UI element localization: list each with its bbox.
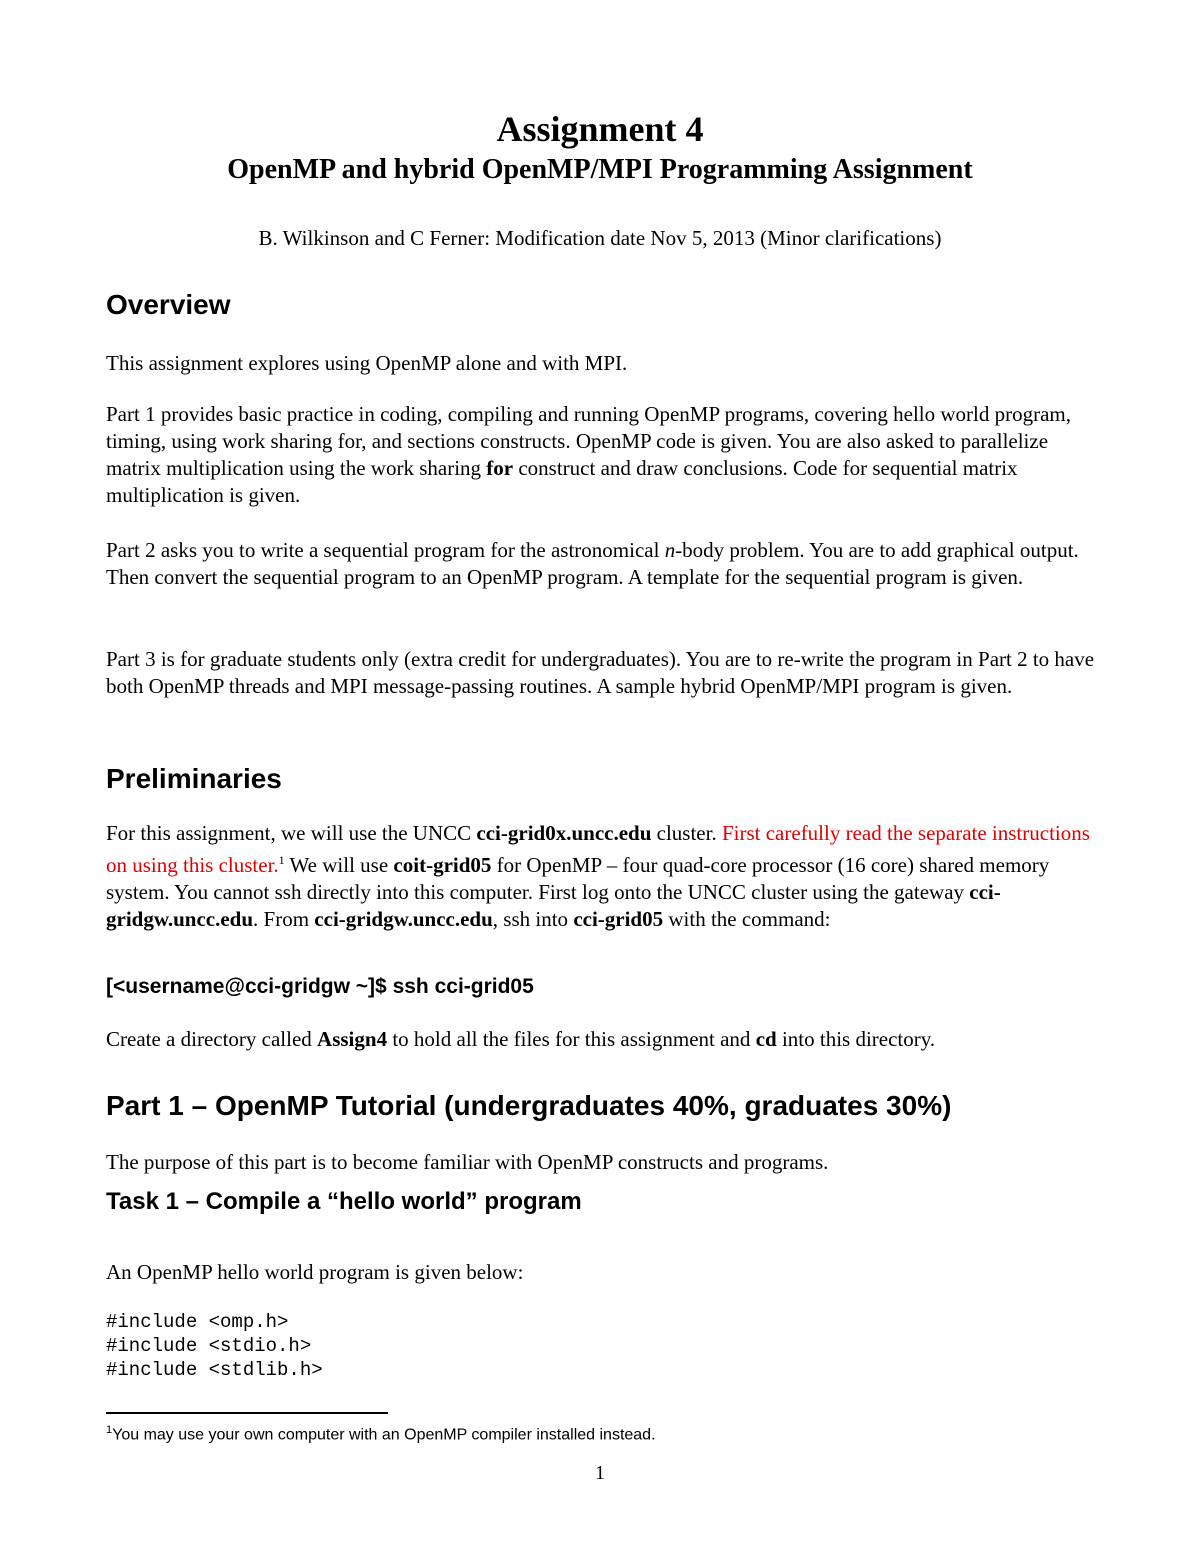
- overview-part1: Part 1 provides basic practice in coding, compiling and running OpenMP programs, covering hello world program, timing, using work sharing for, and sections constructs. OpenMP code is given. You are also asked to parallelize matrix multiplication using the work sharing for construct and draw conclusions. Code for sequential matrix multiplication is given.: [106, 402, 1072, 507]
- part1-heading: Part 1 – OpenMP Tutorial (undergraduates 40%, graduates 30%): [106, 1090, 952, 1121]
- overview-heading: Overview: [106, 289, 231, 320]
- overview-intro: This assignment explores using OpenMP alone and with MPI.: [106, 351, 628, 375]
- page-number: 1: [595, 1462, 605, 1484]
- code-line: #include <stdlib.h>: [106, 1359, 323, 1381]
- code-line: #include <stdio.h>: [106, 1335, 312, 1357]
- task1-intro: An OpenMP hello world program is given below:: [106, 1260, 524, 1284]
- preliminaries-paragraph: For this assignment, we will use the UNCC cci-grid0x.uncc.edu cluster. First carefully read the separate instructions on using this cluster.$^1$ We will use coit-grid05 for OpenMP – four quad-core processor (16 core) shared memory system. You cannot ssh directly into this computer. First log onto the UNCC cluster using the gateway cci-gridgw.uncc.edu. From cci-gridgw.uncc.edu, ssh into cci-grid05 with the command:: [106, 821, 1090, 931]
- overview-part2: Part 2 asks you to write a sequential program for the astronomical n-body problem. You are to add graphical output. Then convert the sequential program to an OpenMP program. A template for the sequential program is given.: [106, 538, 1079, 589]
- footnote-reference: 1: [278, 853, 285, 867]
- part1-purpose: The purpose of this part is to become familiar with OpenMP constructs and programs.: [106, 1150, 829, 1174]
- footnote: [106, 1424, 656, 1444]
- document-title: Assignment 4: [496, 109, 704, 149]
- document-subtitle: OpenMP and hybrid OpenMP/MPI Programming Assignment: [227, 154, 973, 185]
- preliminaries-heading: Preliminaries: [106, 763, 282, 794]
- footnote-divider: [106, 1412, 388, 1414]
- byline: B. Wilkinson and C Ferner: Modification date Nov 5, 2013 (Minor clarifications): [258, 226, 942, 250]
- task1-heading: Task 1 – Compile a “hello world” program: [106, 1188, 582, 1215]
- code-line: #include <omp.h>: [106, 1311, 289, 1333]
- cluster-instructions-link[interactable]: First carefully read the separate instructions on using this cluster.: [106, 821, 1090, 877]
- ssh-command: [<username@cci-gridgw ~]$ ssh cci-grid05: [106, 975, 534, 998]
- footnote-text: You may use your own computer with an OpenMP compiler installed instead.: [112, 1426, 656, 1444]
- create-directory-instruction: Create a directory called Assign4 to hold all the files for this assignment and cd into this directory.: [106, 1027, 936, 1051]
- overview-part3: Part 3 is for graduate students only (extra credit for undergraduates). You are to re-write the program in Part 2 to have both OpenMP threads and MPI message-passing routines. A sample hybrid OpenMP/MPI program is given.: [106, 647, 1095, 698]
- footnote-mark: 1: [106, 1424, 113, 1436]
